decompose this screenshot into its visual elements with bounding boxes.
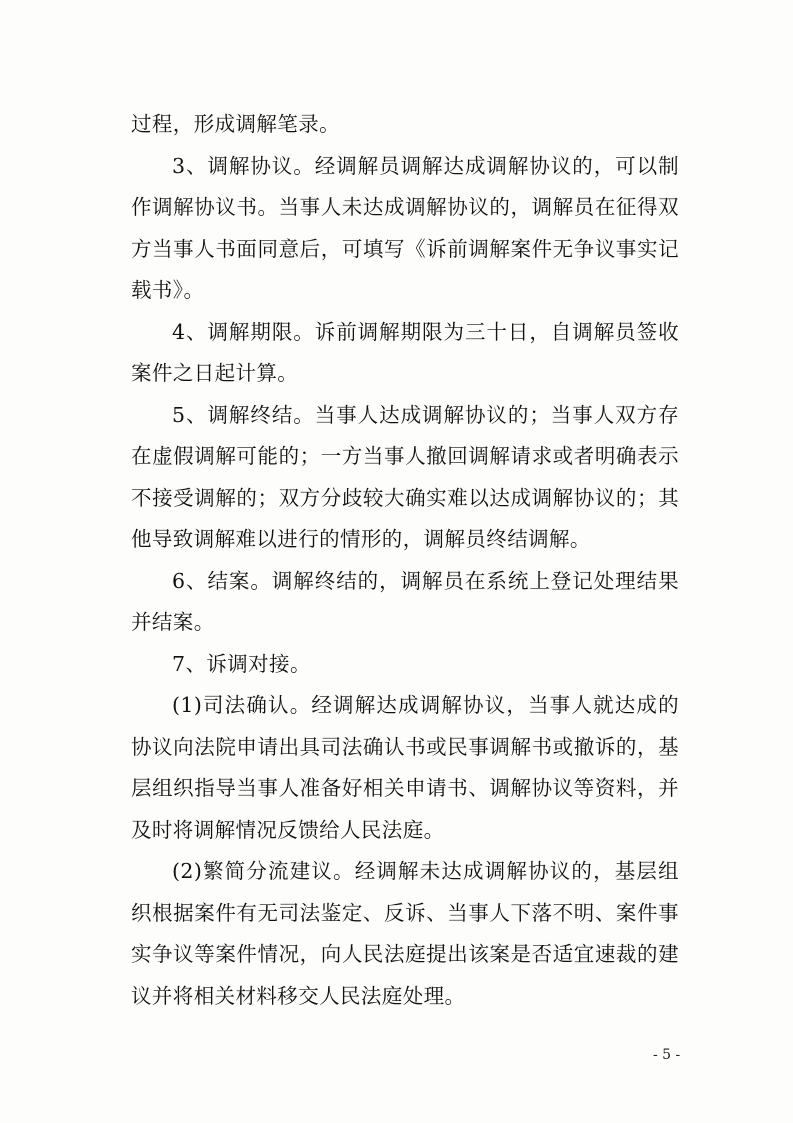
paragraph-continuation: 过程，形成调解笔录。	[131, 112, 340, 136]
document-body	[131, 104, 679, 1017]
paragraph-judicial-confirmation: (1)司法确认。经调解达成调解协议，当事人就达成的协议向法院申请出具司法确认书或民事调解书或撤诉的，基层组织指导当事人准备好相关申请书、调解协议等资料，并及时将调解情况反馈给人民法庭。	[131, 693, 679, 842]
paragraph-mediation-termination: 5、调解终结。当事人达成调解协议的；当事人双方存在虚假调解可能的；一方当事人撤回调解请求或者明确表示不接受调解的；双方分歧较大确实难以达成调解协议的；其他导致调解难以进行的情形的，调解员终结调解。	[131, 402, 679, 551]
page-number: - 5 -	[653, 1047, 681, 1063]
paragraph-case-diversion: (2)繁简分流建议。经调解未达成调解协议的，基层组织根据案件有无司法鉴定、反诉、当事人下落不明、案件事实争议等案件情况，向人民法庭提出该案是否适宜速裁的建议并将相关材料移交人民法庭处理。	[131, 859, 679, 1008]
paragraph-litigation-docking: 7、诉调对接。	[172, 651, 311, 676]
paragraph-mediation-agreement: 3、调解协议。经调解员调解达成调解协议的，可以制作调解协议书。当事人未达成调解协议的，调解员在征得双方当事人书面同意后，可填写《诉前调解案件无争议事实记载书》。	[131, 153, 679, 302]
paragraph-mediation-period: 4、调解期限。诉前调解期限为三十日，自调解员签收案件之日起计算。	[131, 319, 679, 385]
paragraph-case-closing: 6、结案。调解终结的，调解员在系统上登记处理结果并结案。	[131, 568, 679, 634]
